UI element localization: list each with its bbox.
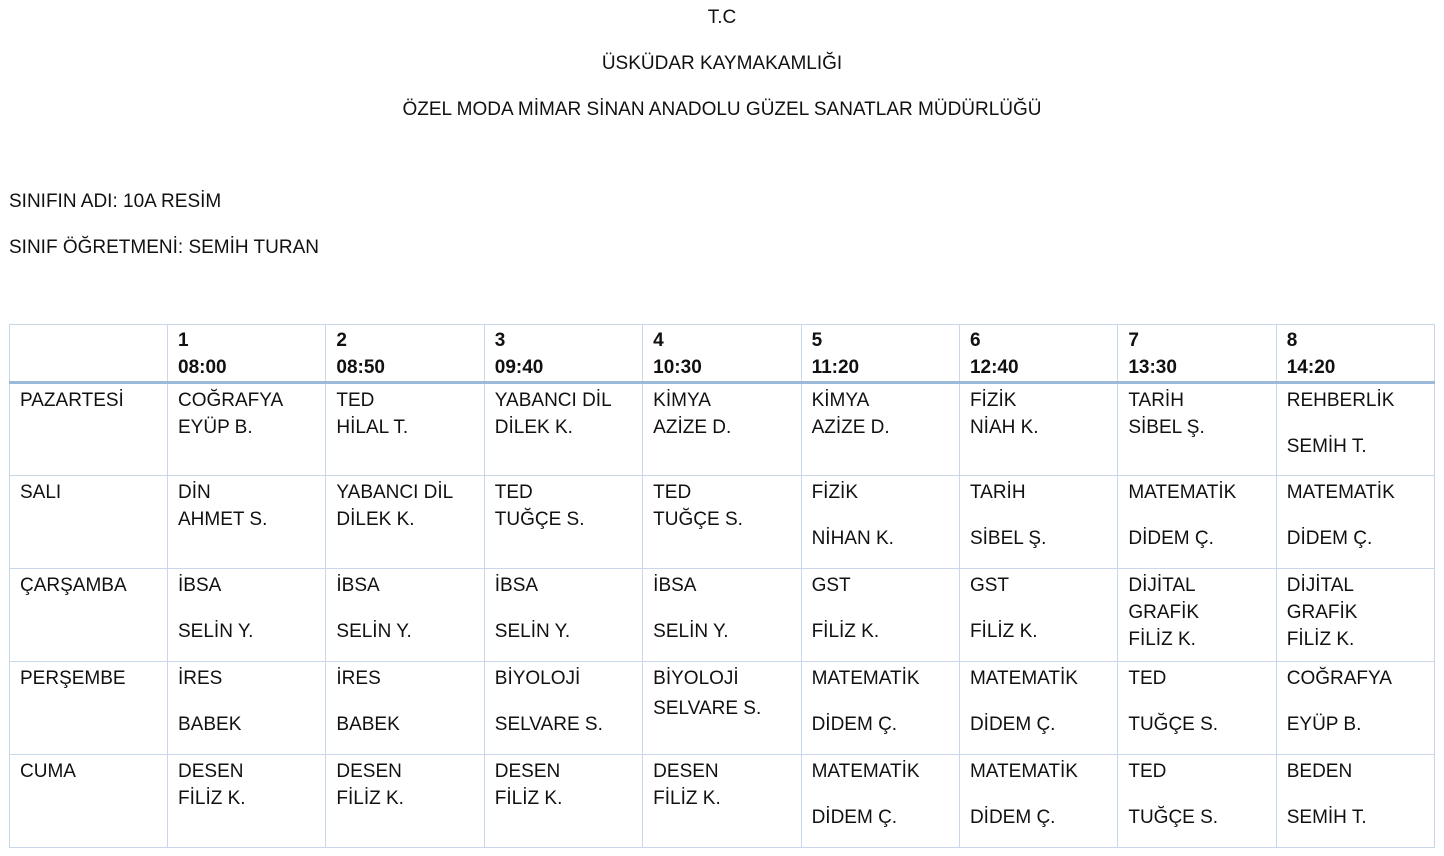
lesson-teacher: SELVARE S. [494, 714, 603, 735]
lesson-cell [168, 476, 326, 569]
day-row-persembe [10, 662, 1435, 755]
lesson-subject: BİYOLOJİ [494, 668, 581, 689]
lesson-cell [801, 569, 959, 662]
lesson-subject: DESEN [653, 761, 719, 782]
period-time: 09:40 [494, 357, 544, 378]
lesson-subject: FİZİK [969, 390, 1017, 411]
lesson-teacher: AHMET S. [178, 509, 268, 530]
lesson-subject: TED [494, 482, 533, 503]
corner-cell [10, 325, 168, 383]
lesson-teacher: SEMİH T. [1286, 436, 1367, 457]
lesson-teacher: BABEK [336, 714, 400, 735]
period-header [1118, 325, 1276, 383]
lesson-cell [326, 569, 484, 662]
lesson-teacher: DİDEM Ç. [811, 714, 898, 735]
lesson-teacher: NİHAN K. [811, 528, 894, 549]
lesson-cell [959, 383, 1117, 476]
lesson-teacher: SİBEL Ş. [969, 528, 1047, 549]
lesson-cell [801, 662, 959, 755]
period-time: 12:40 [969, 357, 1019, 378]
lesson-subject: TED [336, 390, 375, 411]
period-number: 2 [336, 330, 347, 351]
lesson-teacher: SEMİH T. [1286, 807, 1367, 828]
lesson-subject: COĞRAFYA [1286, 668, 1392, 689]
lesson-cell [1118, 383, 1276, 476]
lesson-teacher: DİLEK K. [494, 417, 573, 438]
period-header [326, 325, 484, 383]
lesson-subject: İBSA [178, 575, 222, 596]
lesson-teacher: FİLİZ K. [969, 621, 1038, 642]
lesson-teacher: SİBEL Ş. [1128, 417, 1205, 438]
lesson-teacher: SELİN Y. [653, 621, 729, 642]
lesson-cell [1276, 755, 1434, 848]
lesson-cell [1118, 662, 1276, 755]
lesson-subject: İBSA [494, 575, 539, 596]
period-time: 08:00 [178, 357, 227, 378]
period-header [801, 325, 959, 383]
lesson-subject: GST [969, 575, 1010, 596]
period-time: 11:20 [811, 357, 860, 378]
lesson-cell [168, 662, 326, 755]
period-number: 7 [1128, 330, 1139, 351]
lesson-cell [1276, 662, 1434, 755]
lesson-subject: FİZİK [811, 482, 859, 503]
lesson-teacher: NİAH K. [969, 417, 1039, 438]
day-label: PERŞEMBE [10, 662, 168, 755]
period-header-row [10, 325, 1435, 383]
lesson-subject: BEDEN [1286, 761, 1353, 782]
period-header [168, 325, 326, 383]
lesson-subject: TARİH [969, 482, 1026, 503]
lesson-teacher: FİLİZ K. [494, 788, 563, 809]
class-name: SINIFIN ADI: 10A RESİM [9, 191, 222, 212]
lesson-subject: MATEMATİK [811, 668, 920, 689]
period-time: 08:50 [336, 357, 385, 378]
lesson-cell [1276, 383, 1434, 476]
lesson-teacher: TUĞÇE S. [1128, 807, 1219, 828]
lesson-subject: KİMYA [811, 390, 870, 411]
day-row-pazartesi [10, 383, 1435, 476]
lesson-subject: TED [653, 482, 692, 503]
day-label: SALI [10, 476, 168, 569]
lesson-subject: DİJİTAL [1286, 575, 1354, 596]
period-header [643, 325, 801, 383]
lesson-cell [484, 662, 642, 755]
lesson-cell [959, 755, 1117, 848]
lesson-subject: MATEMATİK [969, 761, 1078, 782]
lesson-cell [1276, 569, 1434, 662]
lesson-teacher: DİDEM Ç. [811, 807, 898, 828]
lesson-subject: REHBERLİK [1286, 390, 1395, 411]
lesson-cell [168, 755, 326, 848]
lesson-subject: DESEN [336, 761, 402, 782]
lesson-teacher: HİLAL T. [336, 417, 409, 438]
lesson-teacher: DİDEM Ç. [969, 714, 1056, 735]
lesson-subject: YABANCI DİL [336, 482, 454, 503]
lesson-cell [484, 755, 642, 848]
lesson-teacher: TUĞÇE S. [653, 509, 743, 530]
lesson-cell [1276, 476, 1434, 569]
lesson-teacher: DİLEK K. [336, 509, 415, 530]
lesson-cell [801, 383, 959, 476]
lesson-teacher: FİLİZ K. [1286, 629, 1355, 650]
lesson-teacher: EYÜP B. [1286, 714, 1362, 735]
day-label: CUMA [10, 755, 168, 848]
lesson-teacher: FİLİZ K. [336, 788, 404, 809]
lesson-teacher: AZİZE D. [811, 417, 890, 438]
lesson-subject: İBSA [336, 575, 380, 596]
lesson-subject: İBSA [653, 575, 697, 596]
lesson-cell [959, 476, 1117, 569]
lesson-teacher: DİDEM Ç. [1128, 528, 1214, 549]
period-number: 8 [1286, 330, 1298, 351]
lesson-teacher: SELİN Y. [494, 621, 571, 642]
lesson-cell [1118, 476, 1276, 569]
lesson-subject: TED [1128, 668, 1167, 689]
lesson-cell [643, 662, 801, 755]
lesson-subject: DİN [178, 482, 211, 503]
lesson-cell [484, 383, 642, 476]
day-label: PAZARTESİ [10, 383, 168, 476]
lesson-subject: GST [811, 575, 851, 596]
lesson-subject: COĞRAFYA [178, 390, 284, 411]
lesson-cell [643, 755, 801, 848]
lesson-cell [1118, 569, 1276, 662]
period-header [1276, 325, 1434, 383]
lesson-cell [643, 476, 801, 569]
lesson-teacher: TUĞÇE S. [494, 509, 585, 530]
lesson-subject: BİYOLOJİ [653, 668, 739, 689]
lesson-teacher: DİDEM Ç. [969, 807, 1056, 828]
lesson-subject: MATEMATİK [969, 668, 1078, 689]
lesson-subject: MATEMATİK [1128, 482, 1237, 503]
lesson-teacher: AZİZE D. [653, 417, 732, 438]
lesson-cell [326, 662, 484, 755]
lesson-teacher: SELİN Y. [336, 621, 412, 642]
lesson-cell [326, 755, 484, 848]
period-number: 4 [653, 330, 664, 351]
day-row-carsamba [10, 569, 1435, 662]
period-number: 1 [178, 330, 189, 351]
lesson-cell [168, 383, 326, 476]
lesson-subject: KİMYA [653, 390, 711, 411]
lesson-teacher: FİLİZ K. [178, 788, 246, 809]
lesson-teacher: SELVARE S. [653, 698, 762, 719]
lesson-cell [168, 569, 326, 662]
period-time: 13:30 [1128, 357, 1177, 378]
lesson-subject: DESEN [494, 761, 561, 782]
lesson-cell [484, 476, 642, 569]
lesson-cell [959, 662, 1117, 755]
lesson-subject: MATEMATİK [811, 761, 920, 782]
lesson-cell [326, 476, 484, 569]
lesson-subject-line2: GRAFİK [1286, 602, 1358, 623]
lesson-cell [643, 569, 801, 662]
lesson-teacher: TUĞÇE S. [1128, 714, 1219, 735]
lesson-subject: YABANCI DİL [494, 390, 612, 411]
period-time: 14:20 [1286, 357, 1336, 378]
lesson-teacher: EYÜP B. [178, 417, 253, 438]
period-number: 6 [969, 330, 981, 351]
lesson-cell [1118, 755, 1276, 848]
day-label: ÇARŞAMBA [10, 569, 168, 662]
lesson-teacher: SELİN Y. [178, 621, 254, 642]
lesson-teacher: DİDEM Ç. [1286, 528, 1373, 549]
lesson-subject: İRES [336, 668, 381, 689]
lesson-cell [801, 476, 959, 569]
header-line-school: ÖZEL MODA MİMAR SİNAN ANADOLU GÜZEL SANATLAR MÜDÜRLÜĞÜ [402, 99, 1042, 120]
period-header [959, 325, 1117, 383]
lesson-teacher: BABEK [178, 714, 242, 735]
period-header [484, 325, 642, 383]
lesson-teacher: FİLİZ K. [811, 621, 880, 642]
lesson-subject-line2: GRAFİK [1128, 602, 1200, 623]
lesson-teacher: FİLİZ K. [653, 788, 721, 809]
lesson-subject: İRES [178, 668, 223, 689]
header-line-tc: T.C [707, 7, 737, 28]
lesson-teacher: FİLİZ K. [1128, 629, 1196, 650]
period-number: 3 [494, 330, 506, 351]
lesson-subject: DİJİTAL [1128, 575, 1196, 596]
lesson-cell [484, 569, 642, 662]
period-number: 5 [811, 330, 823, 351]
lesson-cell [959, 569, 1117, 662]
lesson-cell [643, 383, 801, 476]
lesson-subject: TED [1128, 761, 1167, 782]
header-line-kaymakamlik: ÜSKÜDAR KAYMAKAMLIĞI [601, 53, 843, 74]
class-teacher: SINIF ÖĞRETMENİ: SEMİH TURAN [9, 237, 320, 258]
lesson-cell [326, 383, 484, 476]
schedule-table [9, 324, 1435, 848]
period-time: 10:30 [653, 357, 702, 378]
day-row-sali [10, 476, 1435, 569]
lesson-subject: MATEMATİK [1286, 482, 1395, 503]
lesson-subject: TARİH [1128, 390, 1184, 411]
day-row-cuma [10, 755, 1435, 848]
lesson-cell [801, 755, 959, 848]
lesson-subject: DESEN [178, 761, 244, 782]
